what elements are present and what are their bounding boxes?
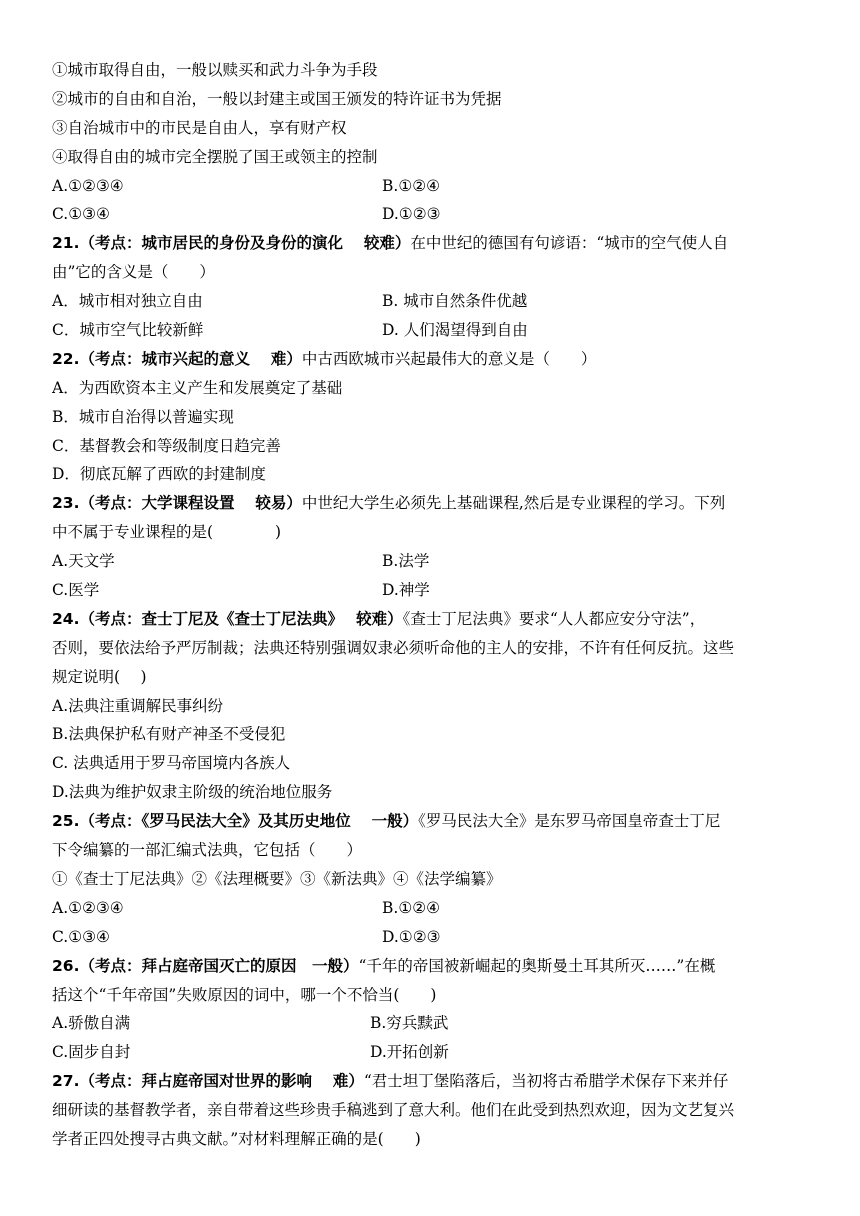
document-page — [52, 56, 812, 1154]
option-d[interactable]: D. 人们渴望得到自由 — [382, 321, 528, 340]
question-25-stem-cont: 下令编纂的一部汇编式法典，它包括（ ） — [52, 841, 363, 860]
question-number: 25. — [52, 812, 80, 831]
question-24-stem-cont: 规定说明( ) — [52, 667, 147, 686]
option-a[interactable]: A.①②③④ — [52, 898, 124, 917]
question-tag: （考点：拜占庭帝国灭亡的原因 一般） — [79, 955, 359, 975]
option-b[interactable]: B.①②④ — [382, 176, 441, 195]
question-tag: （考点：城市兴起的意义 难） — [79, 348, 302, 368]
question-text: 在中世纪的德国有句谚语：“城市的空气使人自 — [410, 234, 729, 253]
question-27-stem-cont: 细研读的基督教学者，亲自带着这些珍贵手稿逃到了意大利。他们在此受到热烈欢迎，因为文艺复兴 — [52, 1101, 735, 1120]
options-row — [52, 894, 812, 923]
question-tag: （考点：城市居民的身份及身份的演化 较难） — [79, 233, 411, 253]
options-row — [52, 200, 812, 229]
question-text: “君士坦丁堡陷落后，当初将古希腊学术保存下来并仔 — [363, 1072, 729, 1091]
option-b[interactable]: B．城市自治得以普遍实现 — [52, 407, 234, 426]
options-row — [52, 316, 812, 345]
option-d[interactable]: D.神学 — [382, 581, 430, 600]
question-26-stem — [52, 952, 812, 981]
question-tag: （考点：查士丁尼及《查士丁尼法典》 较难） — [79, 608, 403, 628]
statement-4: ④取得自由的城市完全摆脱了国王或领主的控制 — [52, 147, 378, 166]
option-a[interactable]: A.①②③④ — [52, 176, 124, 195]
option-c[interactable]: C．城市空气比较新鲜 — [52, 321, 204, 340]
question-text: 中世纪大学生必须先上基础课程,然后是专业课程的学习。下列 — [301, 494, 726, 513]
options-row — [52, 287, 812, 316]
option-c[interactable]: C．基督教会和等级制度日趋完善 — [52, 436, 281, 455]
option-d[interactable]: D.①②③ — [382, 205, 441, 224]
question-24-stem — [52, 605, 812, 634]
question-number: 23. — [52, 494, 80, 513]
question-23-stem — [52, 489, 812, 518]
options-row — [52, 923, 812, 952]
question-26-stem-cont: 括这个“千年帝国”失败原因的词中，哪一个不恰当( ) — [52, 985, 437, 1004]
option-a[interactable]: A.天文学 — [52, 552, 115, 571]
option-a[interactable]: A.骄傲自满 — [52, 1014, 131, 1033]
option-c[interactable]: C.①③④ — [52, 205, 110, 224]
options-row — [52, 1038, 812, 1067]
question-27-stem-cont: 学者正四处搜寻古典文献。”对材料理解正确的是( ) — [52, 1129, 421, 1148]
question-text: 中古西欧城市兴起最伟大的意义是（ ） — [301, 349, 597, 368]
option-c[interactable]: C.①③④ — [52, 927, 110, 946]
options-row — [52, 172, 812, 201]
option-a[interactable]: A．为西欧资本主义产生和发展奠定了基础 — [52, 378, 343, 397]
question-25-stem — [52, 807, 812, 836]
question-number: 26. — [52, 956, 80, 975]
question-22-stem — [52, 345, 812, 374]
statement-2: ②城市的自由和自治，一般以封建主或国王颁发的特许证书为凭据 — [52, 89, 502, 108]
question-21-stem — [52, 229, 812, 258]
question-tag: （考点：拜占庭帝国对世界的影响 难） — [79, 1071, 364, 1091]
option-b[interactable]: B. 城市自然条件优越 — [382, 292, 528, 311]
question-number: 22. — [52, 349, 80, 368]
options-row — [52, 576, 812, 605]
option-c[interactable]: C. 法典适用于罗马帝国境内各族人 — [52, 754, 291, 773]
question-21-stem-cont: 由”它的含义是（ ） — [52, 263, 215, 282]
option-d[interactable]: D.开拓创新 — [370, 1043, 449, 1062]
question-text: 《罗马民法大全》是东罗马帝国皇帝查士丁尼 — [418, 812, 721, 831]
option-b[interactable]: B.法学 — [382, 552, 430, 571]
option-d[interactable]: D．彻底瓦解了西欧的封建制度 — [52, 465, 266, 484]
question-text: “千年的帝国被新崛起的奥斯曼土耳其所灭……”在概 — [358, 956, 716, 975]
question-24-stem-cont: 否则，要依法给予严厉制裁；法典还特别强调奴隶必须听命他的主人的安排，不许有任何反抗。这些 — [52, 638, 735, 657]
option-d[interactable]: D.①②③ — [382, 927, 441, 946]
options-row — [52, 547, 812, 576]
question-tag: （考点：《罗马民法大全》及其历史地位 一般） — [79, 811, 419, 831]
option-d[interactable]: D.法典为维护奴隶主阶级的统治地位服务 — [52, 783, 333, 802]
option-c[interactable]: C.固步自封 — [52, 1043, 131, 1062]
question-23-stem-cont: 中不属于专业课程的是( ) — [52, 523, 282, 542]
statement-1: ①城市取得自由，一般以赎买和武力斗争为手段 — [52, 61, 378, 79]
question-tag: （考点：大学课程设置 较易） — [79, 493, 302, 513]
question-number: 27. — [52, 1072, 80, 1091]
option-a[interactable]: A．城市相对独立自由 — [52, 292, 203, 311]
question-text: 《查士丁尼法典》要求“人人都应安分守法”， — [402, 609, 706, 628]
option-b[interactable]: B.①②④ — [382, 898, 441, 917]
option-b[interactable]: B.法典保护私有财产神圣不受侵犯 — [52, 725, 286, 744]
option-b[interactable]: B.穷兵黩武 — [370, 1014, 449, 1033]
option-a[interactable]: A.法典注重调解民事纠纷 — [52, 696, 224, 715]
question-number: 21. — [52, 234, 80, 253]
question-25-statements: ①《查士丁尼法典》②《法理概要》③《新法典》④《法学编纂》 — [52, 869, 502, 888]
option-c[interactable]: C.医学 — [52, 581, 100, 600]
question-number: 24. — [52, 609, 80, 628]
question-27-stem — [52, 1067, 812, 1096]
statement-3: ③自治城市中的市民是自由人，享有财产权 — [52, 118, 347, 137]
options-row — [52, 1009, 812, 1038]
